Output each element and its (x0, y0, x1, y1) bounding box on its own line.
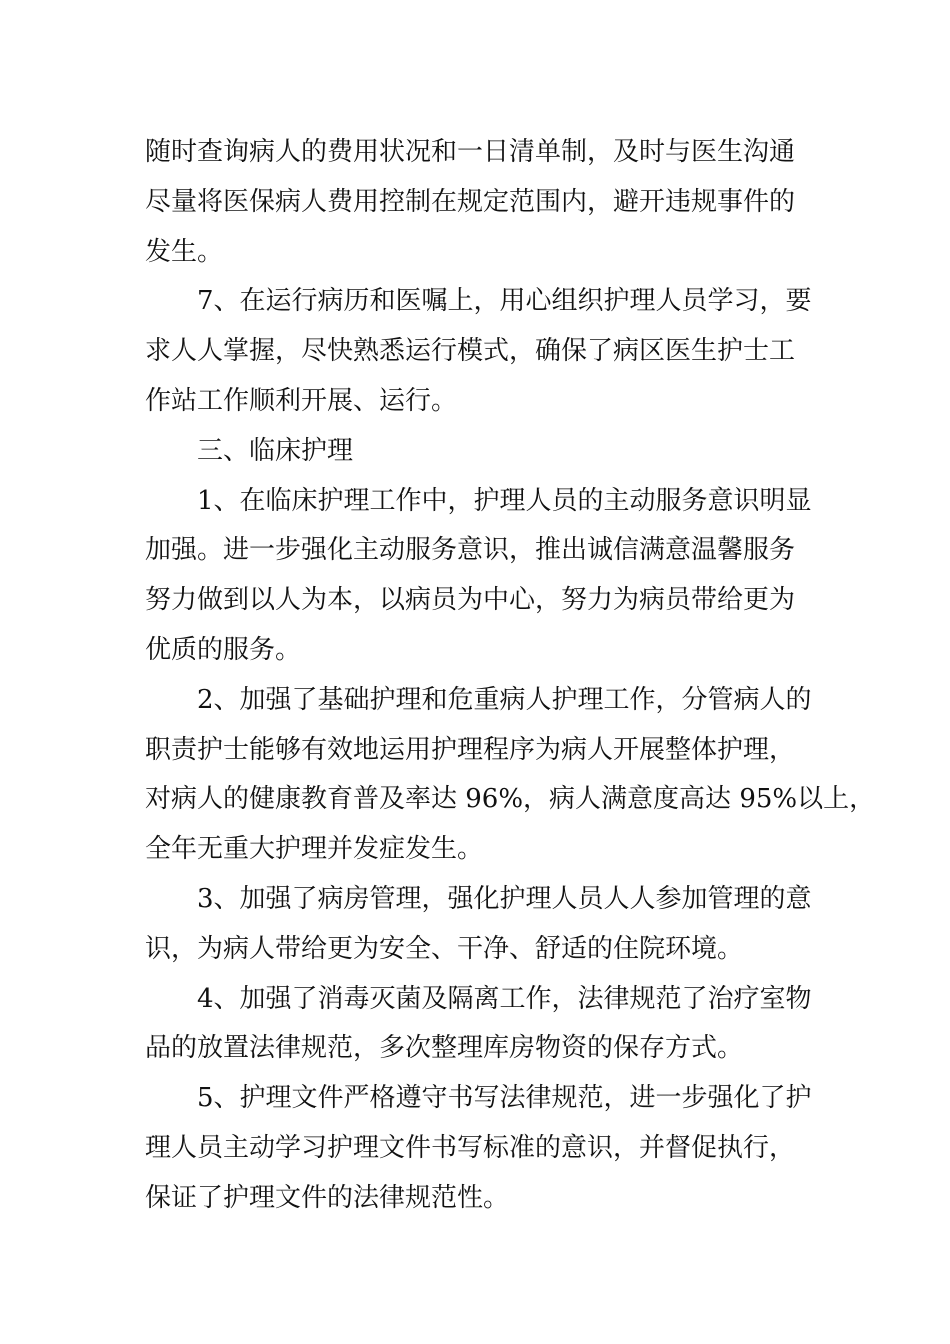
paragraph-line: 品的放置法律规范，多次整理库房物资的保存方式。 (145, 1033, 744, 1064)
paragraph-line: 发生。 (145, 236, 224, 267)
paragraph-4 (145, 676, 876, 875)
paragraph-line: 努力做到以人为本，以病员为中心，努力为病员带给更为 (145, 585, 796, 616)
paragraph-line: 作站工作顺利开展、运行。 (145, 385, 458, 416)
paragraph-line: 加强。进一步强化主动服务意识，推出诚信满意温馨服务 (145, 535, 796, 566)
paragraph-line: 尽量将医保病人费用控制在规定范围内，避开违规事件的 (145, 186, 796, 217)
paragraph-line: 1、在临床护理工作中，护理人员的主动服务意识明显 (197, 485, 812, 516)
paragraph-line: 保证了护理文件的法律规范性。 (145, 1182, 510, 1213)
paragraph-line: 2、加强了基础护理和危重病人护理工作，分管病人的 (197, 684, 812, 715)
paragraph-3 (145, 477, 815, 676)
paragraph-1 (145, 128, 815, 277)
document-body (145, 128, 876, 1224)
paragraph-2 (145, 277, 815, 426)
paragraph-line: 4、加强了消毒灭菌及隔离工作，法律规范了治疗室物 (197, 983, 812, 1014)
paragraph-line: 5、护理文件严格遵守书写法律规范，进一步强化了护 (197, 1083, 812, 1114)
paragraph-line: 求人人掌握，尽快熟悉运行模式，确保了病区医生护士工 (145, 336, 796, 367)
paragraph-line: 随时查询病人的费用状况和一日清单制，及时与医生沟通 (145, 137, 796, 167)
paragraph-line: 识，为病人带给更为安全、干净、舒适的住院环境。 (145, 933, 744, 964)
paragraph-6 (145, 975, 815, 1075)
paragraph-line: 对病人的健康教育普及率达 96%，病人满意度高达 95%以上， (145, 784, 876, 815)
section-heading: 三、临床护理 (197, 435, 354, 466)
paragraph-line: 职责护士能够有效地运用护理程序为病人开展整体护理， (145, 734, 796, 765)
paragraph-line: 全年无重大护理并发症发生。 (145, 834, 484, 865)
paragraph-line: 理人员主动学习护理文件书写标准的意识，并督促执行， (145, 1132, 796, 1163)
paragraph-line: 7、在运行病历和医嘱上，用心组织护理人员学习，要 (197, 286, 812, 317)
paragraph-line: 优质的服务。 (145, 634, 302, 665)
section-heading-container (145, 427, 815, 477)
paragraph-line: 3、加强了病房管理，强化护理人员人人参加管理的意 (197, 883, 812, 914)
paragraph-7 (145, 1074, 815, 1223)
paragraph-5 (145, 875, 815, 975)
